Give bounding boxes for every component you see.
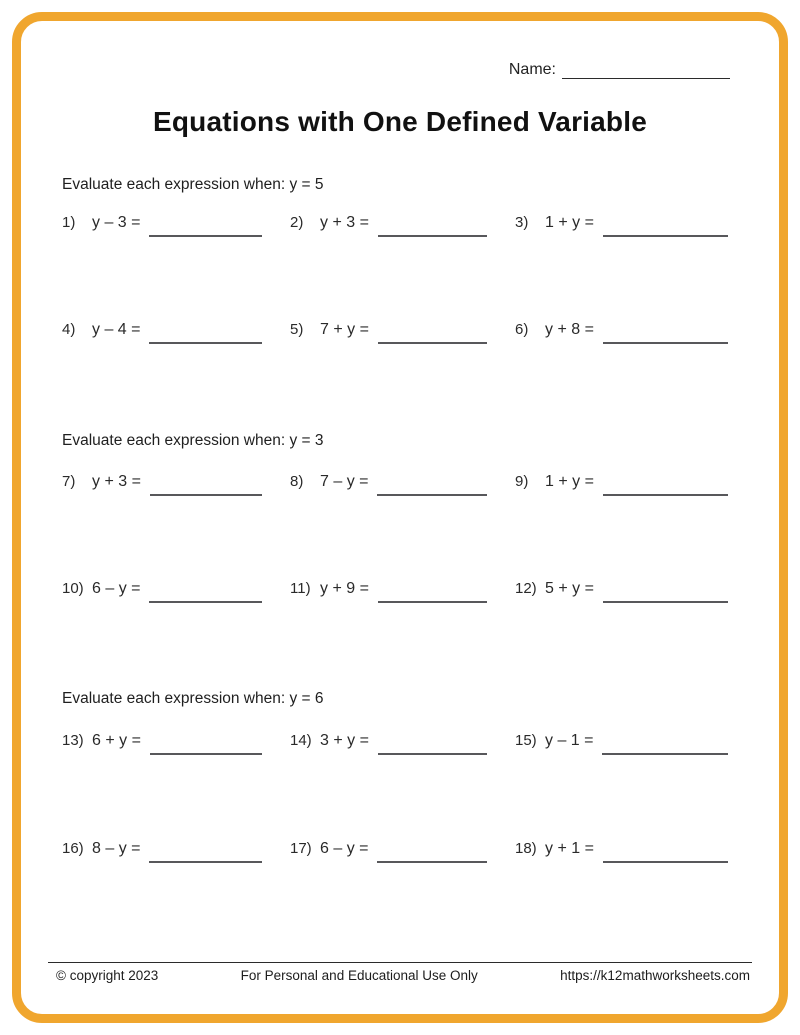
answer-blank[interactable]	[377, 480, 487, 496]
problem-11	[290, 577, 515, 599]
problem-1	[62, 211, 290, 233]
problem-row	[62, 729, 730, 751]
problem-expression: y – 3 =	[92, 214, 141, 231]
answer-blank[interactable]	[603, 480, 728, 496]
answer-blank[interactable]	[378, 221, 487, 237]
problem-row	[62, 837, 730, 859]
problem-5	[290, 318, 515, 340]
footer	[48, 968, 752, 983]
problem-expression: 8 – y =	[92, 840, 141, 857]
problem-7	[62, 470, 290, 492]
answer-blank[interactable]	[603, 221, 728, 237]
problem-expression: y + 9 =	[320, 580, 369, 597]
problem-14	[290, 729, 515, 751]
problem-number: 15)	[515, 732, 537, 749]
problem-row	[62, 577, 730, 599]
page-title: Equations with One Defined Variable	[153, 106, 647, 137]
problem-expression: y + 1 =	[545, 840, 594, 857]
problem-number: 12)	[515, 580, 537, 597]
answer-blank[interactable]	[150, 480, 262, 496]
problem-number: 9)	[515, 473, 529, 490]
answer-blank[interactable]	[378, 587, 487, 603]
problem-expression: 5 + y =	[545, 580, 594, 597]
answer-blank[interactable]	[603, 328, 728, 344]
problem-expression: y – 1 =	[545, 732, 594, 749]
problem-3	[515, 211, 730, 233]
problem-16	[62, 837, 290, 859]
problem-13	[62, 729, 290, 751]
answer-blank[interactable]	[149, 587, 262, 603]
problem-expression: 6 + y =	[92, 732, 141, 749]
problem-number: 11)	[290, 580, 311, 597]
section-3-instruction: Evaluate each expression when: y = 6	[62, 690, 324, 707]
page-border	[12, 12, 788, 1023]
problem-expression: 7 + y =	[320, 321, 369, 338]
problem-expression: y + 8 =	[545, 321, 594, 338]
website-link[interactable]: https://k12mathworksheets.com	[560, 968, 750, 983]
section-2-instruction: Evaluate each expression when: y = 3	[62, 432, 324, 449]
problem-number: 10)	[62, 580, 84, 597]
footer-divider	[48, 962, 752, 963]
problem-number: 16)	[62, 840, 84, 857]
problem-number: 3)	[515, 214, 529, 231]
problem-number: 2)	[290, 214, 304, 231]
problem-expression: 1 + y =	[545, 473, 594, 490]
problem-number: 4)	[62, 321, 76, 338]
problem-row	[62, 318, 730, 340]
problem-number: 7)	[62, 473, 76, 490]
answer-blank[interactable]	[603, 847, 728, 863]
answer-blank[interactable]	[377, 847, 487, 863]
problem-4	[62, 318, 290, 340]
answer-blank[interactable]	[378, 739, 487, 755]
problem-8	[290, 470, 515, 492]
problem-expression: 6 – y =	[92, 580, 141, 597]
problem-expression: 3 + y =	[320, 732, 369, 749]
answer-blank[interactable]	[602, 739, 728, 755]
problem-15	[515, 729, 730, 751]
problem-expression: y + 3 =	[320, 214, 369, 231]
problem-6	[515, 318, 730, 340]
problem-number: 13)	[62, 732, 84, 749]
problem-number: 14)	[290, 732, 312, 749]
problem-10	[62, 577, 290, 599]
problem-expression: 7 – y =	[320, 473, 369, 490]
answer-blank[interactable]	[149, 847, 262, 863]
problem-number: 6)	[515, 321, 529, 338]
problem-17	[290, 837, 515, 859]
answer-blank[interactable]	[378, 328, 487, 344]
copyright-text: © copyright 2023	[56, 968, 159, 983]
name-row	[509, 60, 730, 79]
problem-row	[62, 211, 730, 233]
usage-text: For Personal and Educational Use Only	[240, 968, 478, 983]
answer-blank[interactable]	[603, 587, 728, 603]
name-input-line[interactable]	[562, 62, 730, 79]
problem-expression: y – 4 =	[92, 321, 141, 338]
problem-number: 5)	[290, 321, 304, 338]
problem-number: 17)	[290, 840, 312, 857]
problem-number: 8)	[290, 473, 304, 490]
answer-blank[interactable]	[150, 739, 262, 755]
problem-2	[290, 211, 515, 233]
problem-row	[62, 470, 730, 492]
problem-18	[515, 837, 730, 859]
problem-number: 18)	[515, 840, 537, 857]
problem-expression: 6 – y =	[320, 840, 369, 857]
section-1-instruction: Evaluate each expression when: y = 5	[62, 176, 324, 193]
name-label: Name:	[508, 61, 556, 78]
problem-expression: y + 3 =	[92, 473, 141, 490]
problem-12	[515, 577, 730, 599]
answer-blank[interactable]	[149, 221, 262, 237]
answer-blank[interactable]	[149, 328, 262, 344]
problem-9	[515, 470, 730, 492]
problem-expression: 1 + y =	[545, 214, 594, 231]
problem-number: 1)	[62, 214, 76, 231]
